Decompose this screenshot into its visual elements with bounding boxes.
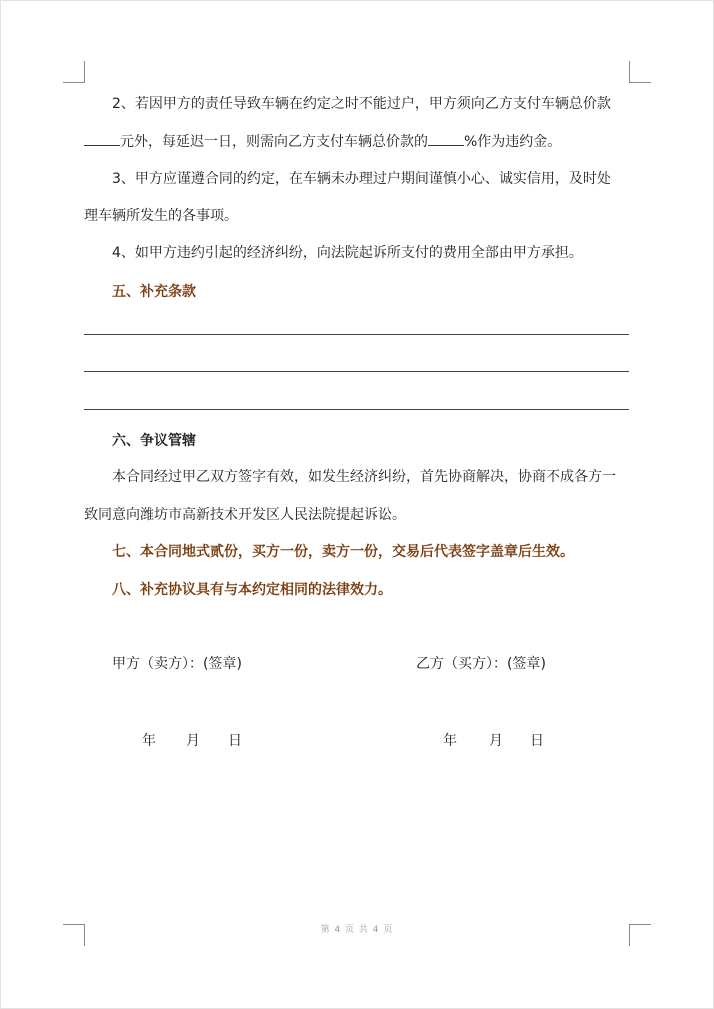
supplement-line-2 <box>84 371 629 372</box>
clause-3-line-1: 3、甲方应谨遵合同的约定，在车辆未办理过户期间谨慎小心、诚实信用，及时处 <box>112 171 611 187</box>
clause-4-line-1: 4、如甲方违约引起的经济纠纷，向法院起诉所支付的费用全部由甲方承担。 <box>112 245 583 261</box>
section-6-title: 六、争议管辖 <box>112 433 196 449</box>
clause-2-text-b: %作为违约金。 <box>464 134 562 150</box>
clause-2-line-1: 2、若因甲方的责任导致车辆在约定之时不能过户，甲方须向乙方支付车辆总价款 <box>112 96 611 112</box>
party-a-day: 日 <box>228 733 242 749</box>
section-7-title: 七、本合同地式贰份，买方一份，卖方一份，交易后代表签字盖章后生效。 <box>112 544 574 560</box>
party-b-day: 日 <box>530 733 544 749</box>
section-6-line-1: 本合同经过甲乙双方签字有效，如发生经济纠纷，首先协商解决，协商不成各方一 <box>112 469 616 485</box>
section-5-title: 五、补充条款 <box>112 284 196 300</box>
page-number: 第 4 页 共 4 页 <box>320 925 394 935</box>
party-b-signature: 乙方（买方）：(签章) <box>416 656 546 672</box>
party-a-month: 月 <box>186 733 200 749</box>
party-a-signature: 甲方（卖方）：(签章) <box>112 656 242 672</box>
section-8-title: 八、补充协议具有与本约定相同的法律效力。 <box>112 582 392 598</box>
supplement-line-3 <box>84 409 629 410</box>
clause-2-line-2 <box>84 131 561 152</box>
supplement-line-1 <box>84 334 629 335</box>
blank-percent <box>428 131 464 146</box>
blank-amount <box>84 131 120 146</box>
party-a-year: 年 <box>142 733 156 749</box>
party-b-year: 年 <box>443 733 457 749</box>
clause-2-text-a: 元外，每延迟一日，则需向乙方支付车辆总价款的 <box>120 134 428 150</box>
clause-3-line-2: 理车辆所发生的各事项。 <box>84 208 238 224</box>
party-b-month: 月 <box>489 733 503 749</box>
section-6-line-2: 致同意向潍坊市高新技术开发区人民法院提起诉讼。 <box>84 507 406 523</box>
